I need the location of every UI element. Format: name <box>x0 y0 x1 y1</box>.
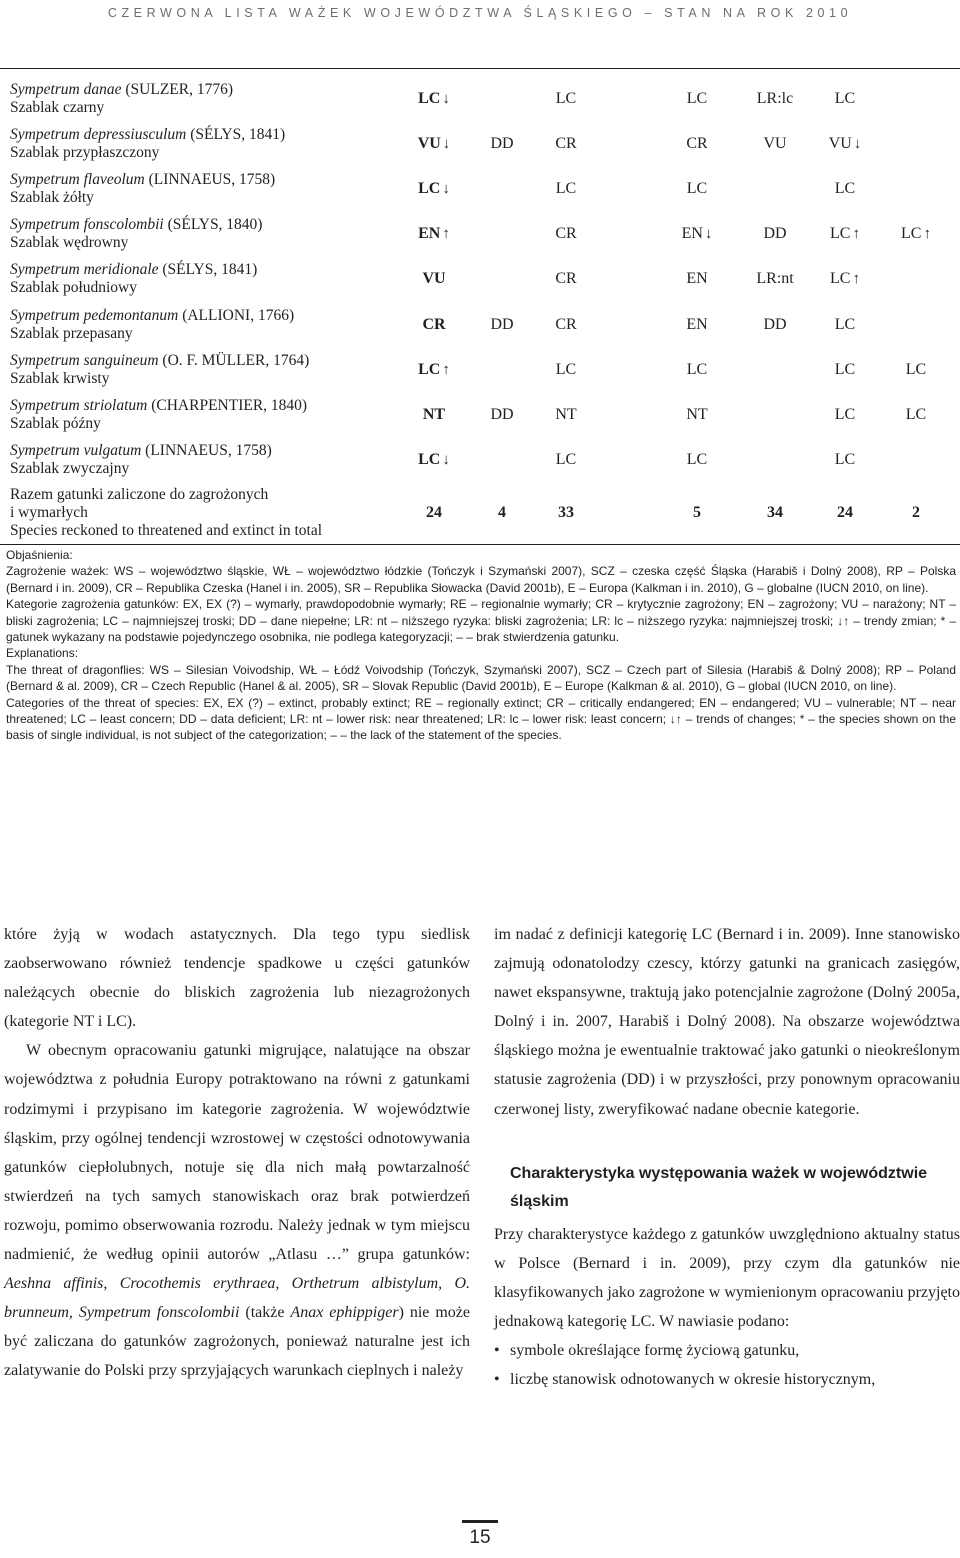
paragraph: które żyją w wodach astatycznych. Dla tego typu siedlisk zaobserwowano również tendencje spadkowe u części gatunków należących obecnie do bliskich zagrożenia lub niezagrożonych (kategorie NT i LC). <box>4 926 470 1031</box>
threat-category-cell <box>662 135 732 153</box>
legend-en-heading: Explanations: <box>6 646 79 661</box>
category-code: LC <box>834 406 856 423</box>
threat-category-cell <box>810 180 880 198</box>
species-name: Anax ephippiger <box>290 1304 399 1322</box>
trend-down-icon: ↓ <box>442 181 450 197</box>
category-code: VU <box>422 270 446 287</box>
trend-up-icon: ↑ <box>852 271 860 287</box>
threat-category-cell <box>740 225 810 243</box>
totals-label-line: Species reckoned to threatened and extinct in total <box>10 522 323 539</box>
polish-name: Szablak zwyczajny <box>10 460 130 477</box>
species-name-cell <box>10 397 307 433</box>
totals-label-line: Razem gatunki zaliczone do zagrożonych <box>10 486 269 503</box>
polish-name: Szablak żółty <box>10 189 94 206</box>
threat-category-cell <box>662 361 732 379</box>
category-code: LC <box>418 451 441 468</box>
threat-category-cell <box>399 361 469 379</box>
species-name-cell <box>10 216 262 252</box>
species-name-cell <box>10 81 233 117</box>
category-code: LC <box>555 180 577 197</box>
bullet-icon: • <box>494 1342 500 1360</box>
category-code: LC <box>901 225 922 242</box>
threat-category-cell <box>810 225 880 243</box>
category-code: LC <box>686 180 708 197</box>
total-count-cell: 24 <box>426 504 442 521</box>
category-code: CR <box>555 270 577 287</box>
category-code: DD <box>490 406 514 423</box>
trend-down-icon: ↓ <box>442 452 450 468</box>
category-code: LC <box>834 316 856 333</box>
category-code: LC <box>834 90 856 107</box>
category-code: LC <box>555 361 577 378</box>
threat-table <box>0 68 960 545</box>
author: (SÉLYS, 1840) <box>167 216 263 233</box>
threat-category-cell <box>531 270 601 288</box>
category-code: LC <box>834 180 856 197</box>
author: (ALLIONI, 1766) <box>182 307 295 324</box>
threat-category-cell <box>399 451 469 469</box>
threat-category-cell <box>531 316 601 334</box>
polish-name: Szablak krwisty <box>10 370 110 387</box>
category-code: VU <box>763 135 787 152</box>
totals-label <box>10 486 322 540</box>
threat-category-cell <box>662 180 732 198</box>
author: (SULZER, 1776) <box>125 81 234 98</box>
threat-category-cell <box>881 406 951 424</box>
species-name-cell <box>10 352 309 388</box>
threat-category-cell <box>740 316 810 334</box>
polish-name: Szablak południowy <box>10 279 137 296</box>
bullet-item <box>494 1336 960 1365</box>
category-code: DD <box>763 316 787 333</box>
threat-category-cell <box>740 270 810 288</box>
category-code: NT <box>422 406 446 423</box>
table-legend <box>6 547 956 744</box>
polish-name: Szablak czarny <box>10 99 105 116</box>
latin-name: Sympetrum depressiusculum <box>10 126 187 143</box>
legend-en-categories: Categories of the threat of species: EX, EX (?) – extinct, probably extinct; RE – regionally extinct; CR – critically endangered; EN – endangered; VU – vulnerable; NT – near threatened; LC – least concern; DD – data deficient; LR: nt – lower risk: near threatened; LR: lc – lower risk: least concern; ↓↑ – trends of changes; * – the species shown on the basis of single individual, is not subject of the categorization; – – the lack of the statement of the species. <box>6 695 956 743</box>
bullet-item <box>494 1365 960 1394</box>
total-count-cell: 34 <box>767 504 783 521</box>
latin-name: Sympetrum vulgatum <box>10 442 142 459</box>
threat-category-cell <box>810 90 880 108</box>
threat-category-cell <box>662 90 732 108</box>
category-code: EN <box>686 270 708 287</box>
category-code: DD <box>490 135 514 152</box>
species-name-cell <box>10 307 294 343</box>
threat-category-cell <box>662 316 732 334</box>
polish-name: Szablak późny <box>10 415 101 432</box>
threat-category-cell <box>399 270 469 288</box>
left-column <box>4 920 470 1386</box>
paragraph: im nadać z definicji kategorię LC (Bernard i in. 2009). Inne stanowisko zajmują odonatolodzy czescy, którzy gatunki na granicach zasięgów, nawet ekspansywne, traktują jako potencjalnie zagrożone (Dolný 2005a, Dolný i in. 2007, Harabiš i Dolný 2008). Na obszarze województwa śląskiego można je ewentualnie traktować jako gatunki o nieokreślonym statusie zagrożenia (DD) i w przyszłości, przy ponownym opracowaniu czerwonej listy, zweryfikować nadane obecnie kategorie. <box>494 926 960 1118</box>
threat-category-cell <box>467 135 537 153</box>
threat-category-cell <box>810 270 880 288</box>
category-code: LC <box>834 451 856 468</box>
threat-category-cell <box>810 135 880 153</box>
threat-category-cell <box>399 90 469 108</box>
latin-name: Sympetrum sanguineum <box>10 352 159 369</box>
category-code: CR <box>555 225 577 242</box>
threat-category-cell <box>662 270 732 288</box>
author: (SÉLYS, 1841) <box>190 126 286 143</box>
category-code: CR <box>686 135 708 152</box>
category-code: DD <box>490 316 514 333</box>
category-code: LR:nt <box>756 270 794 287</box>
trend-up-icon: ↑ <box>442 362 450 378</box>
threat-category-cell <box>531 451 601 469</box>
polish-name: Szablak wędrowny <box>10 234 129 251</box>
category-code: VU <box>417 135 441 152</box>
text: W obecnym opracowaniu gatunki migrujące, nalatujące na obszar województwa z południa Europy potraktowano na równi z gatunkami rodzimymi i przypisano im kategorie zagrożenia. W województwie śląskim, przy ogólnej tendencji wzrostowej w częstości odnotowywania gatunków ciepłolubnych, notuje się dla nich małą powtarzalność stwierdzeń na tych samych stanowiskach oraz brak potwierdzeń rozwoju, pomimo obserwowania rozrodu. Należy jednak w tym miejscu nadmienić, że według opinii autorów „Atlasu …” grupa gatunków: <box>4 1042 470 1264</box>
author: (LINNAEUS, 1758) <box>148 171 276 188</box>
threat-category-cell <box>531 361 601 379</box>
text: ) nie może być zaliczana do gatunków zagrożonych, ponieważ naturalne jest ich zalatywanie do Polski przy sprzyjających warunkach cieplnych i należy <box>4 1304 471 1380</box>
paragraph: Przy charakterystyce każdego z gatunków uwzględniono aktualny status w Polsce (Bernard i in. 2009), przy czym dla gatunków nie klasyfikowanych jako zagrożone w wymienionym opracowaniu przyjęto jednakową kategorię LC. W nawiasie podano: <box>494 1225 960 1330</box>
category-code: LC <box>830 225 851 242</box>
threat-category-cell <box>810 361 880 379</box>
category-code: VU <box>828 135 852 152</box>
latin-name: Sympetrum fonscolombii <box>10 216 164 233</box>
category-code: LC <box>686 451 708 468</box>
threat-category-cell <box>531 406 601 424</box>
species-names: Aeshna affinis, Crocothemis erythraea, Orthetrum albistylum, O. brunneum, Sympetrum fonscolombii <box>4 1275 470 1322</box>
trend-down-icon: ↓ <box>442 136 451 152</box>
category-code: LC <box>555 90 577 107</box>
threat-category-cell <box>740 90 810 108</box>
section-heading: Charakterystyka występowania ważek w województwie śląskim <box>510 1164 928 1210</box>
threat-category-cell <box>531 225 601 243</box>
species-name-cell <box>10 171 275 207</box>
total-count-cell: 33 <box>558 504 574 521</box>
trend-up-icon: ↑ <box>442 226 450 242</box>
category-code: LC <box>830 270 851 287</box>
threat-category-cell <box>662 406 732 424</box>
bullet-text: liczbę stanowisk odnotowanych w okresie historycznym, <box>510 1371 876 1389</box>
trend-up-icon: ↑ <box>923 226 931 242</box>
category-code: LC <box>905 406 927 423</box>
category-code: EN <box>686 316 708 333</box>
text: (także <box>239 1304 291 1322</box>
threat-category-cell <box>531 90 601 108</box>
category-code: CR <box>555 135 577 152</box>
bullet-icon: • <box>494 1371 500 1389</box>
threat-category-cell <box>399 135 469 153</box>
page-number-rule <box>462 1520 498 1523</box>
legend-pl-regions: Zagrożenie ważek: WS – województwo śląskie, WŁ – województwo łódzkie (Tończyk i Szymański 2007), SCZ – czeska część Śląska (Harabiš i Dolný 2008), RP – Polska (Bernard i in. 2009), CR – Republika Czeska (Hanel i in. 2005), SR – Republika Słowacka (David 2001b), E – Europa (Kalkman i in. 2010), G – globalne (IUCN 2010, on line). <box>6 564 956 595</box>
latin-name: Sympetrum meridionale <box>10 261 159 278</box>
category-code: LC <box>418 361 441 378</box>
threat-category-cell <box>740 135 810 153</box>
threat-category-cell <box>810 316 880 334</box>
threat-category-cell <box>531 180 601 198</box>
species-name-cell <box>10 126 285 162</box>
threat-category-cell <box>881 225 951 243</box>
threat-category-cell <box>810 406 880 424</box>
category-code: LC <box>905 361 927 378</box>
total-count-cell: 4 <box>498 504 506 521</box>
legend-pl-categories: Kategorie zagrożenia gatunków: EX, EX (?) – wymarły, prawdopodobnie wymarły; RE – regionalnie wymarły; CR – krytycznie zagrożony; EN – zagrożony; VU – narażony; NT – bliski zagrożenia; LC – najmniejszej troski; DD – dane niepełne; LR: nt – niższego ryzyka: bliski zagrożenia; LR: lc – niższego ryzyka: najmniejszej troski; ↓↑ – trendy zmian; * – gatunek wykazany na podstawie pojedynczego osobnika, nie podlega kategoryzacji; – – brak stwierdzenia gatunku. <box>6 597 956 645</box>
category-code: EN <box>681 225 703 242</box>
total-count-cell: 2 <box>912 504 920 521</box>
polish-name: Szablak przepasany <box>10 325 133 342</box>
paragraph <box>4 1036 470 1385</box>
running-header: CZERWONA LISTA WAŻEK WOJEWÓDZTWA ŚLĄSKIEGO – STAN NA ROK 2010 <box>107 6 853 20</box>
threat-category-cell <box>881 361 951 379</box>
polish-name: Szablak przypłaszczony <box>10 144 160 161</box>
trend-up-icon: ↑ <box>852 226 860 242</box>
species-name-cell <box>10 442 272 478</box>
trend-down-icon: ↓ <box>704 226 713 242</box>
author: (CHARPENTIER, 1840) <box>151 397 308 414</box>
category-code: LC <box>418 90 441 107</box>
legend-en-regions: The threat of dragonflies: WS – Silesian Voivodship, WŁ – Łódź Voivodship (Tończyk, Szymański 2007), SCZ – Czech part of Silesia (Harabiš & Dolný 2008); RP – Poland (Bernard & al. 2009), CR – Czech Republic (Hanel & al. 2005), SR – Slovak Republic (David 2001b), E – Europe (Kalkman & al. 2010), G – global (IUCN 2010, on line). <box>6 662 956 694</box>
right-column <box>494 920 960 1394</box>
category-code: CR <box>555 316 577 333</box>
latin-name: Sympetrum striolatum <box>10 397 148 414</box>
threat-category-cell <box>662 451 732 469</box>
total-count-cell: 5 <box>693 504 701 521</box>
author: (LINNAEUS, 1758) <box>145 442 272 459</box>
author: (O. F. MÜLLER, 1764) <box>162 352 310 369</box>
trend-down-icon: ↓ <box>853 136 862 152</box>
latin-name: Sympetrum danae <box>10 81 122 98</box>
threat-category-cell <box>399 316 469 334</box>
category-code: DD <box>763 225 787 242</box>
threat-category-cell <box>531 135 601 153</box>
category-code: LC <box>418 180 441 197</box>
trend-down-icon: ↓ <box>442 91 450 107</box>
legend-pl-heading: Objaśnienia: <box>6 548 73 562</box>
latin-name: Sympetrum pedemontanum <box>10 307 179 324</box>
species-name-cell <box>10 261 257 297</box>
category-code: NT <box>686 406 708 423</box>
threat-category-cell <box>467 406 537 424</box>
category-code: LC <box>686 361 708 378</box>
category-code: LC <box>834 361 856 378</box>
threat-category-cell <box>662 225 732 243</box>
category-code: NT <box>555 406 577 423</box>
threat-category-cell <box>399 225 469 243</box>
total-count-cell: 24 <box>837 504 853 521</box>
threat-category-cell <box>399 180 469 198</box>
threat-category-cell <box>399 406 469 424</box>
author: (SÉLYS, 1841) <box>162 261 258 278</box>
threat-category-cell <box>810 451 880 469</box>
category-code: LR:lc <box>756 90 794 107</box>
bullet-text: symbole określające formę życiową gatunku, <box>510 1342 800 1360</box>
category-code: CR <box>422 316 446 333</box>
totals-label-line: i wymarłych <box>10 504 88 521</box>
threat-category-cell <box>467 316 537 334</box>
latin-name: Sympetrum flaveolum <box>10 171 145 188</box>
category-code: EN <box>418 225 441 242</box>
page-number: 15 <box>469 1527 491 1548</box>
category-code: LC <box>555 451 577 468</box>
category-code: LC <box>686 90 708 107</box>
